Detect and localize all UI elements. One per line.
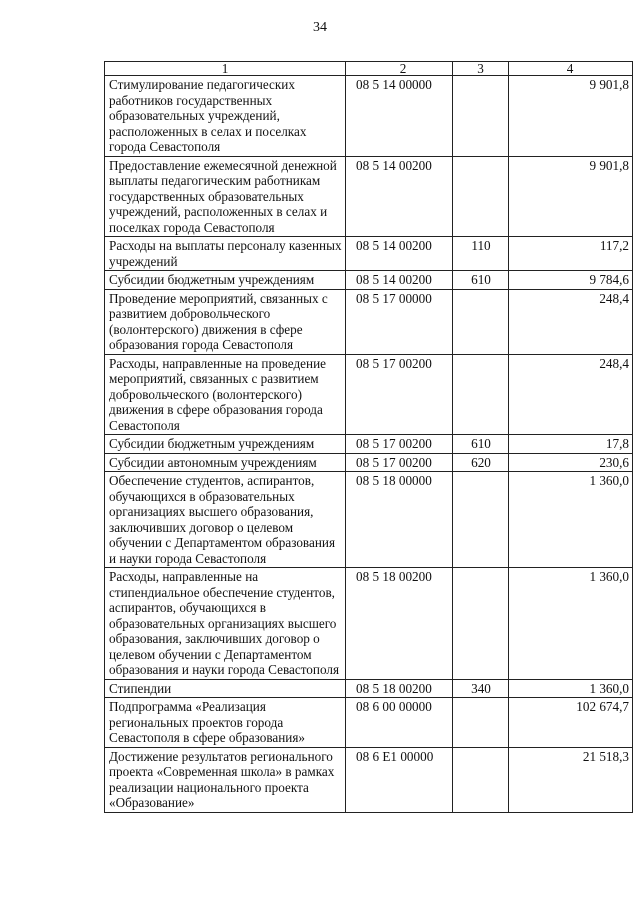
row-type-cell [453,76,509,157]
row-amount-cell: 21 518,3 [509,747,633,812]
row-code-cell: 08 5 18 00200 [346,679,453,698]
row-name-cell: Обеспечение студентов, аспирантов, обучающихся в образовательных организациях высшего образования, заключивших договор о целевом обучении с Департаментом образования и науки города Севастополя [105,472,346,568]
row-amount-cell: 1 360,0 [509,568,633,680]
table-row [105,472,633,568]
row-type-cell: 340 [453,679,509,698]
row-code-cell: 08 5 14 00200 [346,156,453,237]
table-row [105,453,633,472]
row-amount-cell: 9 901,8 [509,76,633,157]
row-amount-cell: 1 360,0 [509,679,633,698]
table-row [105,289,633,354]
row-code-cell: 08 5 14 00200 [346,237,453,271]
row-type-cell [453,568,509,680]
row-type-cell: 620 [453,453,509,472]
row-name-cell: Проведение мероприятий, связанных с развитием добровольческого (волонтерского) движения в сфере образования города Севастополя [105,289,346,354]
row-type-cell: 610 [453,435,509,454]
row-amount-cell: 248,4 [509,354,633,435]
row-amount-cell: 230,6 [509,453,633,472]
budget-table [104,61,633,813]
row-amount-cell: 102 674,7 [509,698,633,748]
row-code-cell: 08 5 17 00200 [346,453,453,472]
table-row [105,237,633,271]
row-name-cell: Подпрограмма «Реализация региональных проектов города Севастополя в сфере образования» [105,698,346,748]
row-amount-cell: 1 360,0 [509,472,633,568]
table-row [105,354,633,435]
table-header-row [105,62,633,76]
row-name-cell: Стимулирование педагогических работников государственных образовательных учреждений, расположенных в селах и поселках города Севастополя [105,76,346,157]
row-code-cell: 08 5 18 00000 [346,472,453,568]
row-type-cell: 110 [453,237,509,271]
row-type-cell [453,289,509,354]
row-name-cell: Расходы, направленные на проведение мероприятий, связанных с развитием добровольческого (волонтерского) движения в сфере образования города Севастополя [105,354,346,435]
header-col-1: 1 [105,62,346,76]
header-col-2: 2 [346,62,453,76]
row-name-cell: Субсидии автономным учреждениям [105,453,346,472]
row-code-cell: 08 5 14 00000 [346,76,453,157]
table-row [105,435,633,454]
table-row [105,679,633,698]
table-row [105,698,633,748]
table-row [105,156,633,237]
row-type-cell [453,354,509,435]
table-row [105,568,633,680]
row-type-cell [453,747,509,812]
header-col-4: 4 [509,62,633,76]
row-type-cell: 610 [453,271,509,290]
row-code-cell: 08 5 17 00200 [346,435,453,454]
row-type-cell [453,156,509,237]
row-code-cell: 08 5 14 00200 [346,271,453,290]
row-amount-cell: 9 901,8 [509,156,633,237]
row-name-cell: Предоставление ежемесячной денежной выплаты педагогическим работникам государственных образовательных учреждений, расположенных в селах и поселках города Севастополя [105,156,346,237]
row-type-cell [453,698,509,748]
row-name-cell: Стипендии [105,679,346,698]
row-name-cell: Достижение результатов регионального проекта «Современная школа» в рамках реализации национального проекта «Образование» [105,747,346,812]
row-name-cell: Субсидии бюджетным учреждениям [105,271,346,290]
header-col-3: 3 [453,62,509,76]
row-code-cell: 08 6 E1 00000 [346,747,453,812]
row-code-cell: 08 5 17 00000 [346,289,453,354]
row-code-cell: 08 6 00 00000 [346,698,453,748]
page-number: 34 [313,20,327,35]
row-name-cell: Расходы на выплаты персоналу казенных учреждений [105,237,346,271]
row-type-cell [453,472,509,568]
row-code-cell: 08 5 18 00200 [346,568,453,680]
row-amount-cell: 117,2 [509,237,633,271]
row-name-cell: Субсидии бюджетным учреждениям [105,435,346,454]
row-amount-cell: 248,4 [509,289,633,354]
row-code-cell: 08 5 17 00200 [346,354,453,435]
row-amount-cell: 9 784,6 [509,271,633,290]
table-row [105,747,633,812]
row-amount-cell: 17,8 [509,435,633,454]
table-row [105,76,633,157]
row-name-cell: Расходы, направленные на стипендиальное обеспечение студентов, аспирантов, обучающихся в образовательных организациях высшего образования, заключивших договор о целевом обучении с Департаментом образования и науки города Севастополя [105,568,346,680]
table-row [105,271,633,290]
